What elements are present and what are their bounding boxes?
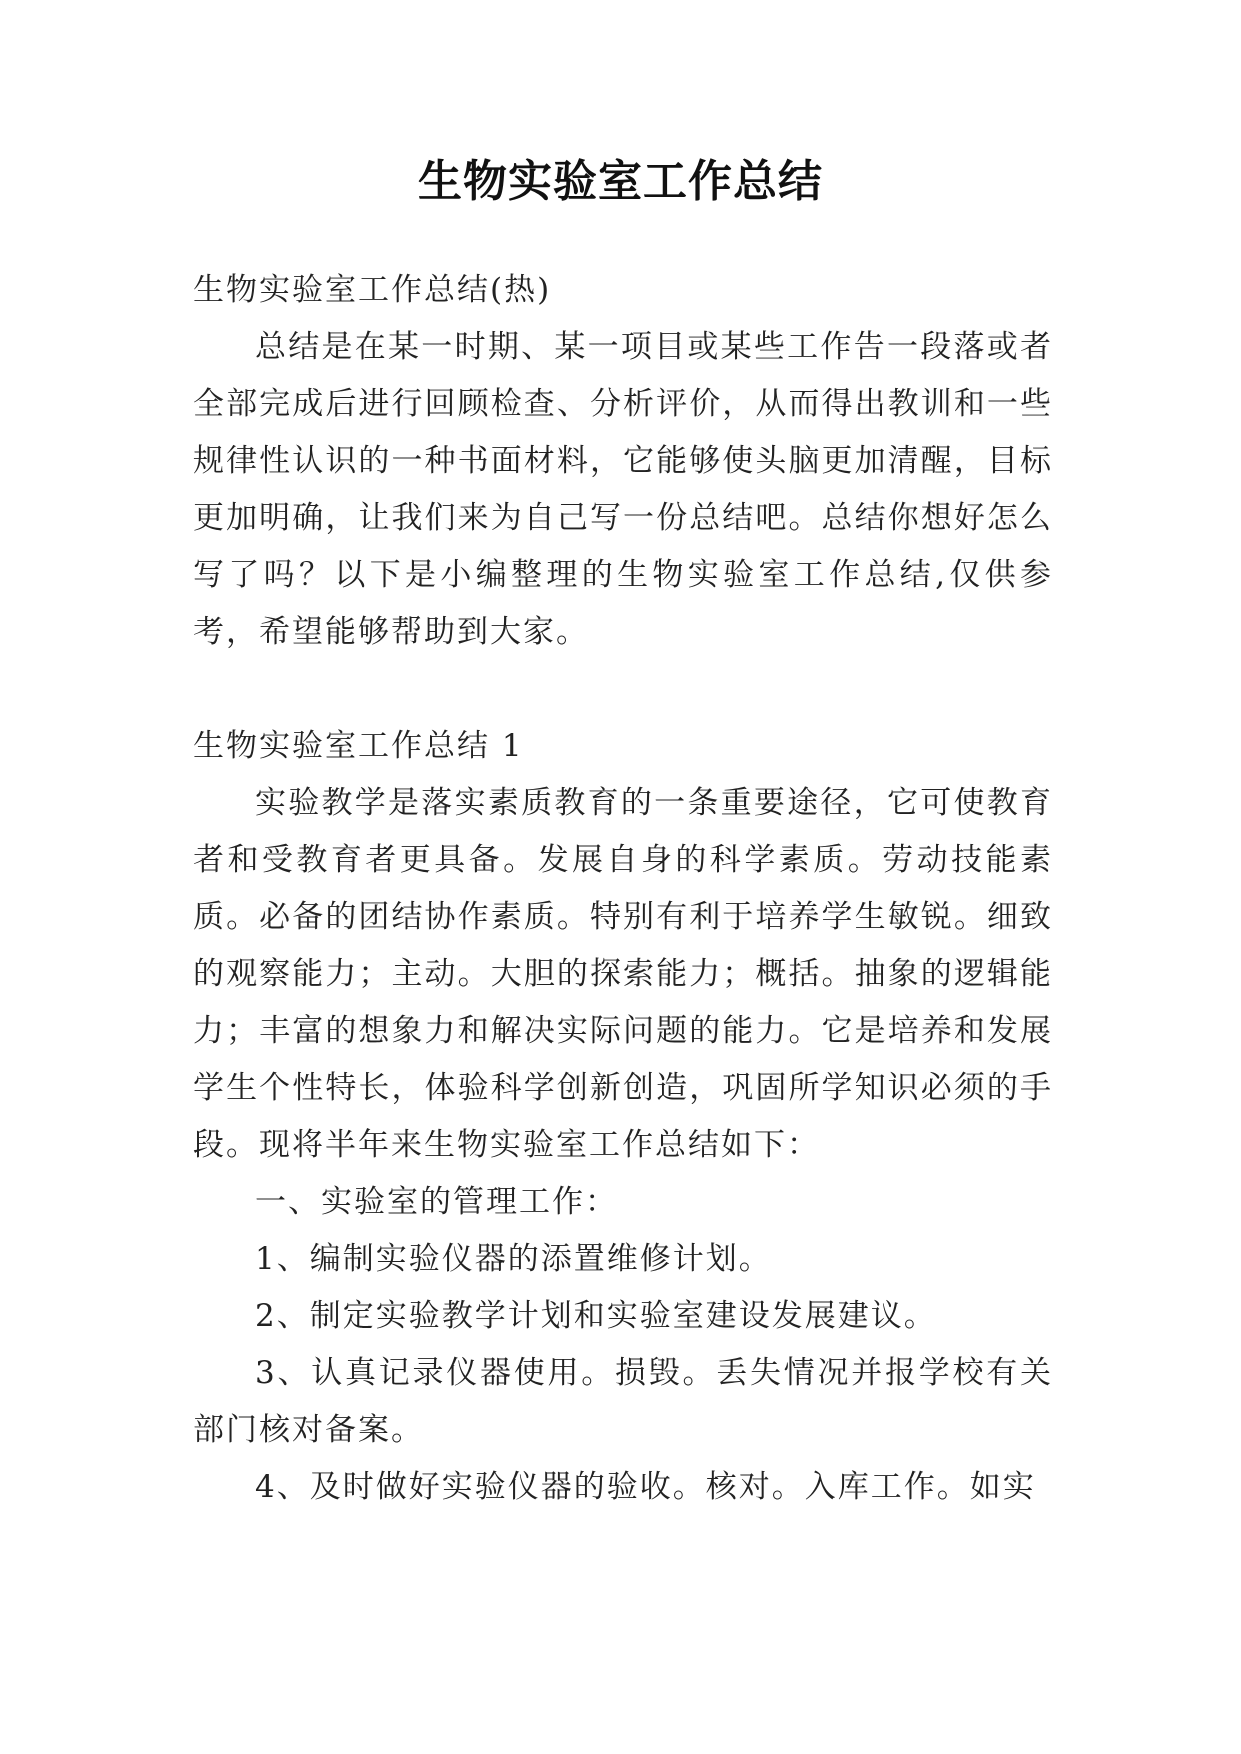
list-item-2: 2、制定实验教学计划和实验室建设发展建议。 bbox=[255, 1298, 937, 1334]
document-body bbox=[193, 262, 1053, 1516]
paragraph-spacer bbox=[193, 661, 1053, 718]
list-item-4: 4、及时做好实验仪器的验收。核对。入库工作。如实 bbox=[255, 1469, 1036, 1505]
intro-paragraph: 总结是在某一时期、某一项目或某些工作告一段落或者全部完成后进行回顾检查、分析评价，从而得出教训和一些规律性认识的一种书面材料，它能够使头脑更加清醒，目标更加明确，让我们来为自己写一份总结吧。总结你想好怎么写了吗？以下是小编整理的生物实验室工作总结,仅供参考，希望能够帮助到大家。 bbox=[193, 329, 1053, 650]
list-item-3: 3、认真记录仪器使用。损毁。丢失情况并报学校有关部门核对备案。 bbox=[193, 1355, 1053, 1448]
body-paragraph: 实验教学是落实素质教育的一条重要途径，它可使教育者和受教育者更具备。发展自身的科学素质。劳动技能素质。必备的团结协作素质。特别有利于培养学生敏锐。细致的观察能力；主动。大胆的探索能力；概括。抽象的逻辑能力；丰富的想象力和解决实际问题的能力。它是培养和发展学生个性特长，体验科学创新创造，巩固所学知识必须的手段。现将半年来生物实验室工作总结如下： bbox=[193, 785, 1053, 1163]
section-subtitle-hot: 生物实验室工作总结(热) bbox=[193, 272, 552, 308]
list-item-1: 1、编制实验仪器的添置维修计划。 bbox=[255, 1241, 772, 1277]
management-heading: 一、实验室的管理工作： bbox=[255, 1184, 618, 1220]
document-title: 生物实验室工作总结 bbox=[418, 156, 823, 207]
section-subtitle-1: 生物实验室工作总结 1 bbox=[193, 728, 524, 764]
